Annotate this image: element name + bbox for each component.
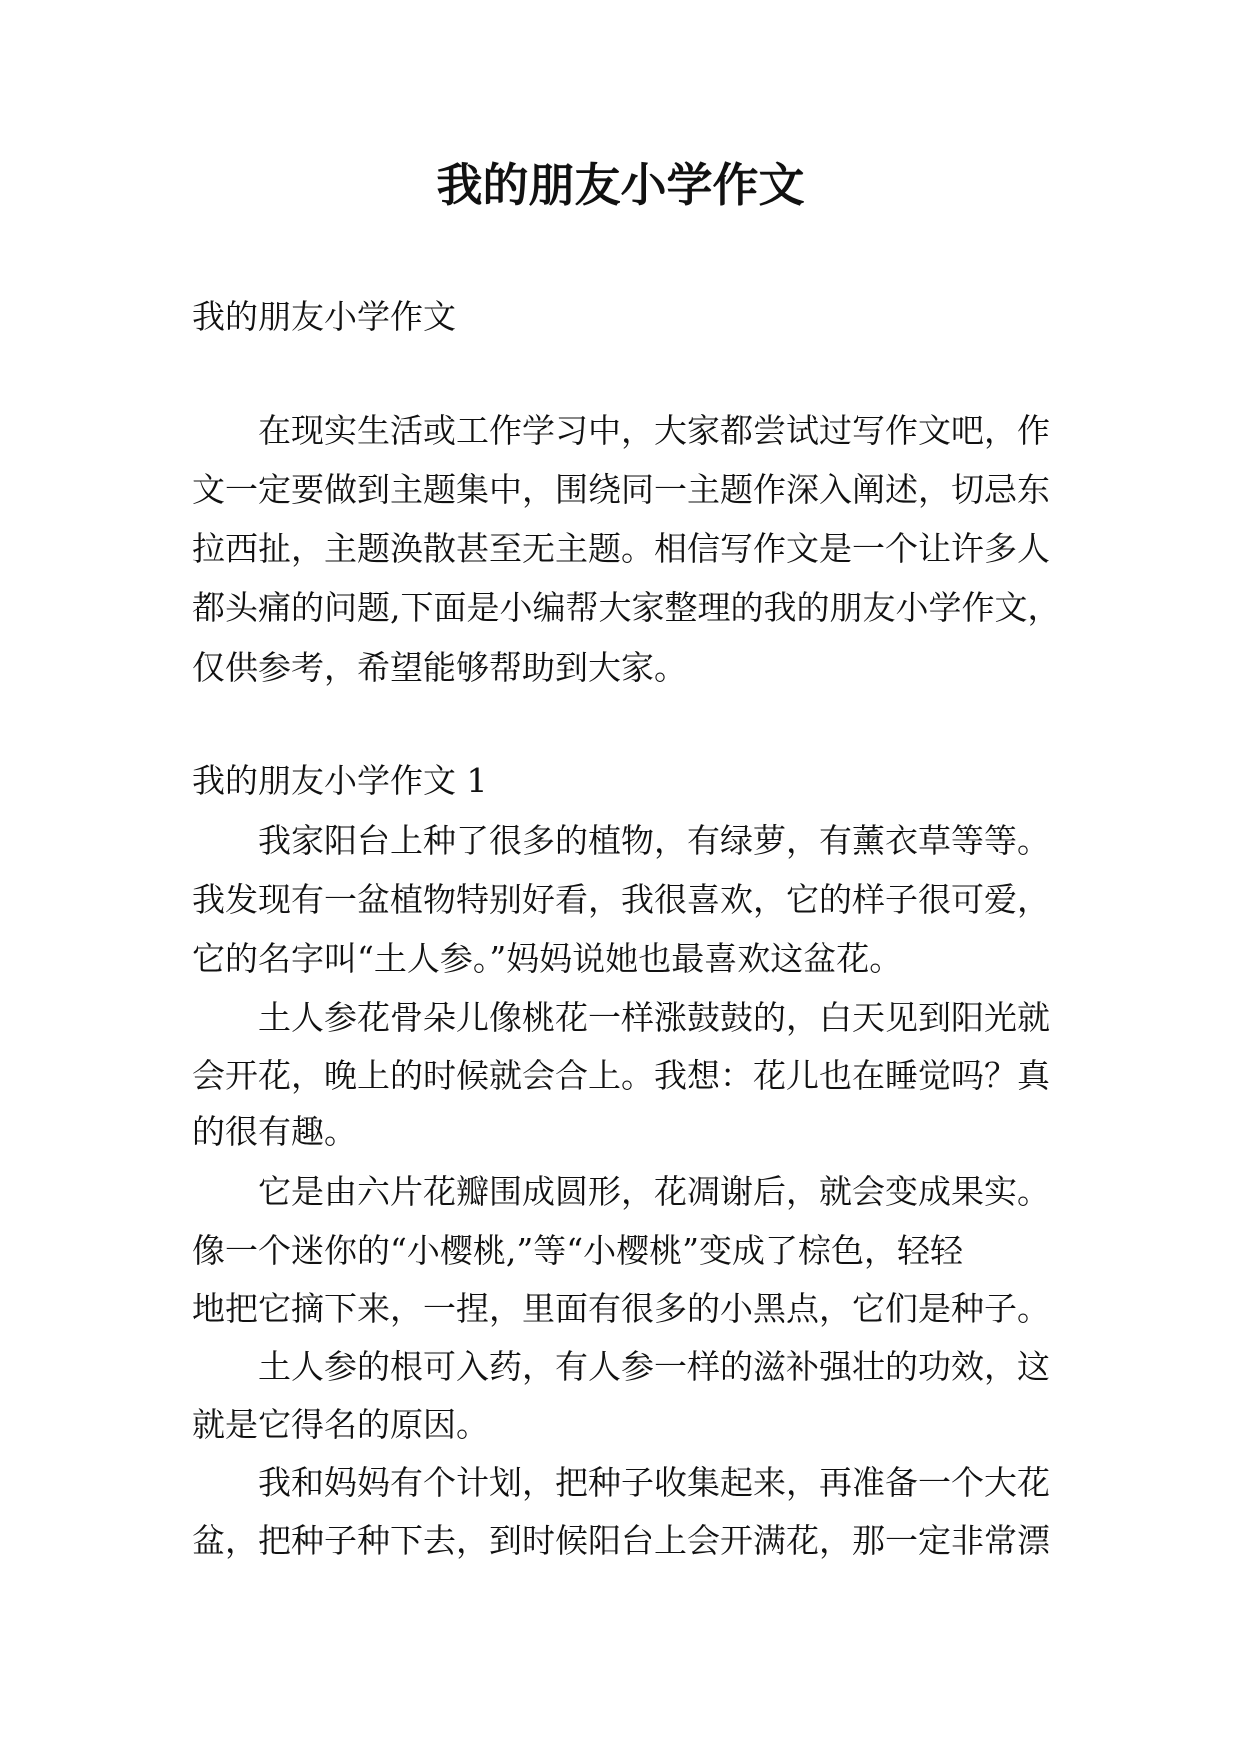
paragraph-line: 土人参花骨朵儿像桃花一样涨鼓鼓的，白天见到阳光就 [258, 998, 1050, 1037]
paragraph-line: 我发现有一盆植物特别好看，我很喜欢，它的样子很可爱， [192, 880, 1050, 919]
paragraph-line: 它的名字叫“土人参。”妈妈说她也最喜欢这盆花。 [192, 939, 903, 978]
document-subtitle: 我的朋友小学作文 [192, 297, 456, 336]
section-heading: 我的朋友小学作文 1 [192, 761, 488, 800]
paragraph-line: 文一定要做到主题集中，围绕同一主题作深入阐述，切忌东 [192, 470, 1050, 509]
paragraph-line: 仅供参考，希望能够帮助到大家。 [192, 648, 687, 687]
paragraph-line: 地把它摘下来，一捏，里面有很多的小黑点，它们是种子。 [192, 1289, 1050, 1328]
paragraph-line: 在现实生活或工作学习中，大家都尝试过写作文吧，作 [258, 411, 1050, 450]
paragraph-line: 我和妈妈有个计划，把种子收集起来，再准备一个大花 [258, 1463, 1050, 1502]
paragraph-line: 会开花，晚上的时候就会合上。我想：花儿也在睡觉吗？真 [192, 1056, 1050, 1095]
paragraph-line: 的很有趣。 [192, 1112, 357, 1151]
paragraph-line: 像一个迷你的“小樱桃,”等“小樱桃”变成了棕色，轻轻 [192, 1231, 963, 1270]
document-title: 我的朋友小学作文 [436, 158, 805, 212]
paragraph-line: 就是它得名的原因。 [192, 1405, 489, 1444]
paragraph-line: 盆，把种子种下去，到时候阳台上会开满花，那一定非常漂 [192, 1521, 1050, 1560]
paragraph-line: 土人参的根可入药，有人参一样的滋补强壮的功效，这 [258, 1347, 1050, 1386]
paragraph-line: 都头痛的问题,下面是小编帮大家整理的我的朋友小学作文， [192, 588, 1061, 627]
paragraph-line: 拉西扯，主题涣散甚至无主题。相信写作文是一个让许多人 [192, 529, 1050, 568]
paragraph-line: 我家阳台上种了很多的植物，有绿萝，有薰衣草等等。 [258, 821, 1050, 860]
paragraph-line: 它是由六片花瓣围成圆形，花凋谢后，就会变成果实。 [258, 1172, 1050, 1211]
